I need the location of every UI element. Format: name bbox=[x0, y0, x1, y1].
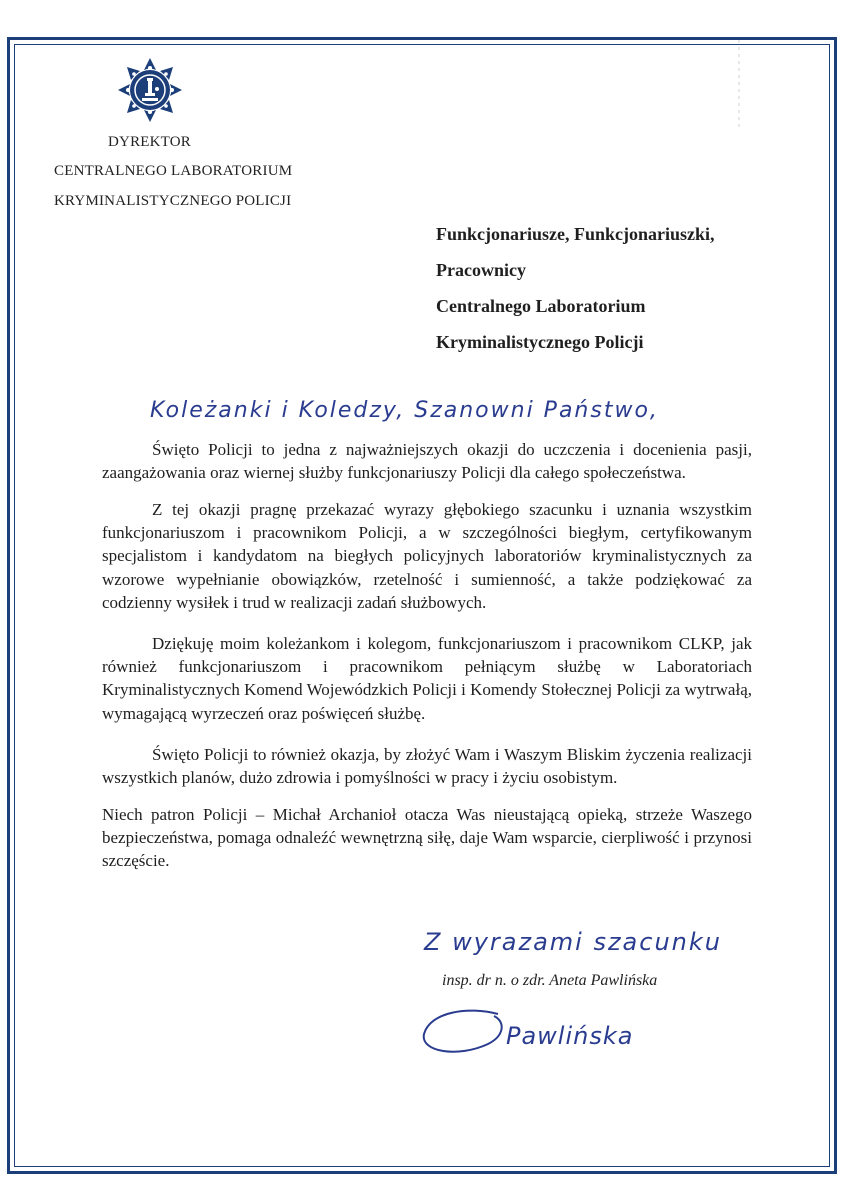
handwritten-closing: Z wyrazami szacunku bbox=[424, 928, 722, 956]
address-line-4: Kryminalistycznego Policji bbox=[436, 332, 644, 352]
paragraph-5: Niech patron Policji – Michał Archanioł otacza Was nieustającą opieką, strzeże Waszego bezpieczeństwa, pomaga odnaleźć wewnętrzną siłę, daje Wam wsparcie, cierpliwość i przynosi szczęście. bbox=[102, 805, 752, 871]
handwritten-salutation: Koleżanki i Koledzy, Szanowni Państwo, bbox=[150, 398, 659, 423]
paragraph-1: Święto Policji to jedna z najważniejszych okazji do uczczenia i docenienia pasji, zaangażowania oraz wiernej służby funkcjonariuszy Policji dla całego społeczeństwa. bbox=[102, 440, 752, 483]
address-line-1: Funkcjonariusze, Funkcjonariuszki, bbox=[436, 224, 715, 244]
header-title: DYREKTOR bbox=[108, 134, 191, 150]
police-star-emblem-icon bbox=[116, 56, 184, 124]
header-institution-line2: KRYMINALISTYCZNEGO POLICJI bbox=[54, 193, 292, 209]
scan-mark bbox=[738, 40, 740, 130]
paragraph-2: Z tej okazji pragnę przekazać wyrazy głębokiego szacunku i uznania wszystkim funkcjonariuszom i pracownikom Policji, a w szczególności biegłym, certyfikowanym specjalistom i kandydatom na biegłych policyjnych laboratoriów kryminalistycznych za wzorowe wypełnianie obowiązków, rzetelność i sumienność, a także podziękować za codzienny wysiłek i trud w realizacji zadań służbowych. bbox=[102, 500, 752, 612]
address-line-2: Pracownicy bbox=[436, 260, 526, 280]
handwritten-signature: Pawlińska bbox=[506, 1022, 634, 1050]
address-line-3: Centralnego Laboratorium bbox=[436, 296, 646, 316]
paragraph-4: Święto Policji to również okazja, by złożyć Wam i Waszym Bliskim życzenia realizacji wszystkich planów, dużo zdrowia i pomyślności w pracy i życiu osobistym. bbox=[102, 745, 752, 788]
signer-name: insp. dr n. o zdr. Aneta Pawlińska bbox=[442, 972, 658, 989]
paragraph-3: Dziękuję moim koleżankom i kolegom, funkcjonariuszom i pracownikom CLKP, jak również funkcjonariuszom i pracownikom pełniącym służbę w Laboratoriach Kryminalistycznych Komend Wojewódzkich Policji i Komendy Stołecznej Policji za wytrwałą, wymagającą wyrzeczeń oraz poświęceń służbę. bbox=[102, 634, 752, 723]
signature-flourish bbox=[418, 1004, 508, 1064]
header-institution-line1: CENTRALNEGO LABORATORIUM bbox=[54, 163, 293, 179]
